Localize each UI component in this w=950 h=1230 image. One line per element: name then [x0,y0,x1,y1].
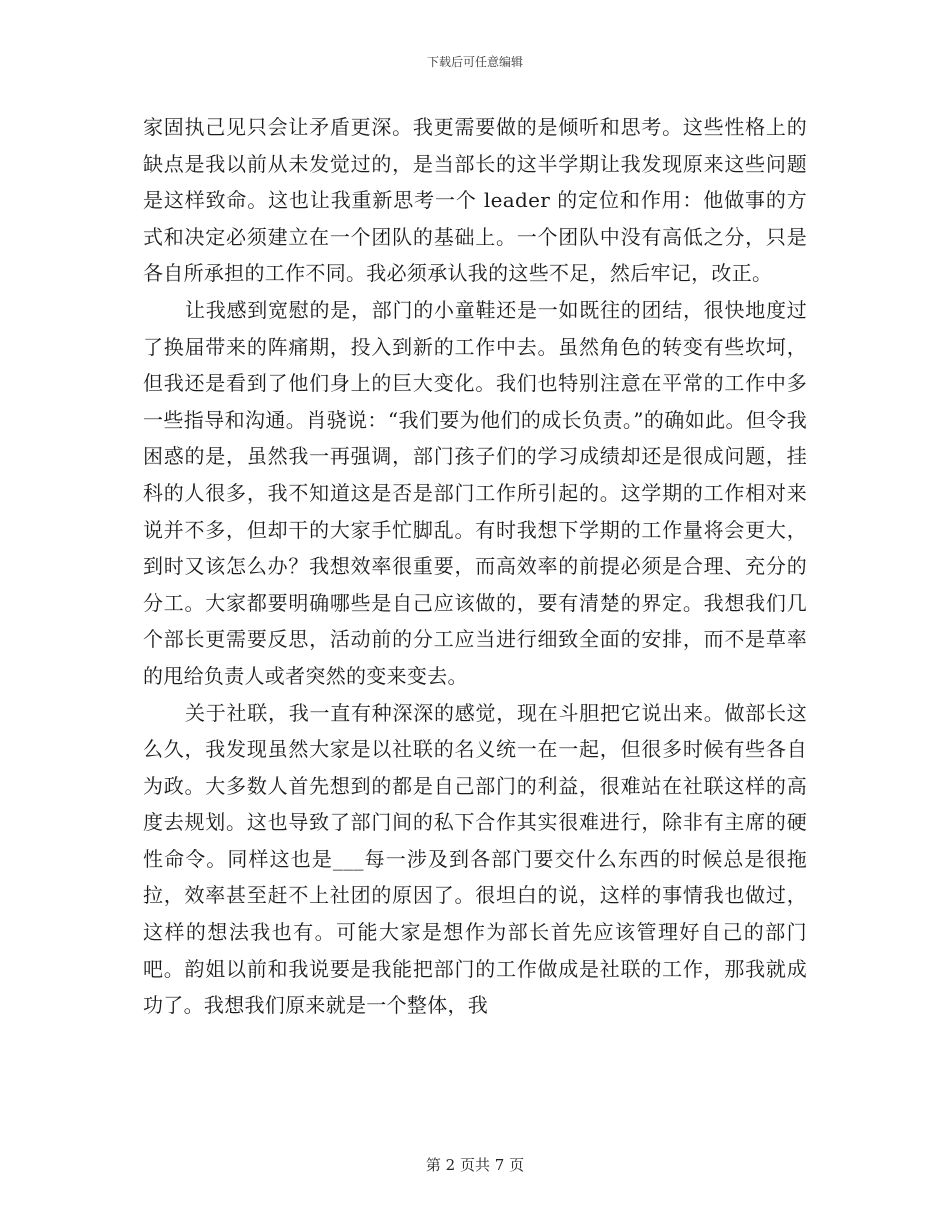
document-body [143,109,807,1024]
page-number: 第 2 页共 7 页 [425,1156,525,1174]
paragraph-2: 让我感到宽慰的是，部门的小童鞋还是一如既往的团结，很快地度过了换届带来的阵痛期，投入到新的工作中去。虽然角色的转变有些坎坷，但我还是看到了他们身上的巨大变化。我们也特别注意在平常的工作中多一些指导和沟通。肖骁说：“我们要为他们的成长负责。”的确如此。但令我困惑的是，虽然我一再强调，部门孩子们的学习成绩却还是很成问题，挂科的人很多，我不知道这是否是部门工作所引起的。这学期的工作相对来说并不多，但却干的大家手忙脚乱。有时我想下学期的工作量将会更大，到时又该怎么办？我想效率很重要，而高效率的前提必须是合理、充分的分工。大家都要明确哪些是自己应该做的，要有清楚的界定。我想我们几个部长更需要反思，活动前的分工应当进行细致全面的安排，而不是草率的甩给负责人或者突然的变来变去。 [143,297,807,688]
page-header-note: 下载后可任意编辑 [426,55,523,69]
paragraph-1: 家固执己见只会让矛盾更深。我更需要做的是倾听和思考。这些性格上的缺点是我以前从未发觉过的，是当部长的这半学期让我发现原来这些问题是这样致命。这也让我重新思考一个 leader 的定位和作用：他做事的方式和决定必须建立在一个团队的基础上。一个团队中没有高低之分，只是各自所承担的工作不同。我必须承认我的这些不足，然后牢记，改正。 [143,115,807,286]
paragraph-3: 关于社联，我一直有种深深的感觉，现在斗胆把它说出来。做部长这么久，我发现虽然大家是以社联的名义统一在一起，但很多时候有些各自为政。大多数人首先想到的都是自己部门的利益，很难站在社联这样的高度去规划。这也导致了部门间的私下合作其实很难进行，除非有主席的硬性命令。同样这也是___每一涉及到各部门要交什么东西的时候总是很拖拉，效率甚至赶不上社团的原因了。很坦白的说，这样的事情我也做过，这样的想法我也有。可能大家是想作为部长首先应该管理好自己的部门吧。韵姐以前和我说要是我能把部门的工作做成是社联的工作，那我就成功了。我想我们原来就是一个整体，我 [143,700,807,1018]
